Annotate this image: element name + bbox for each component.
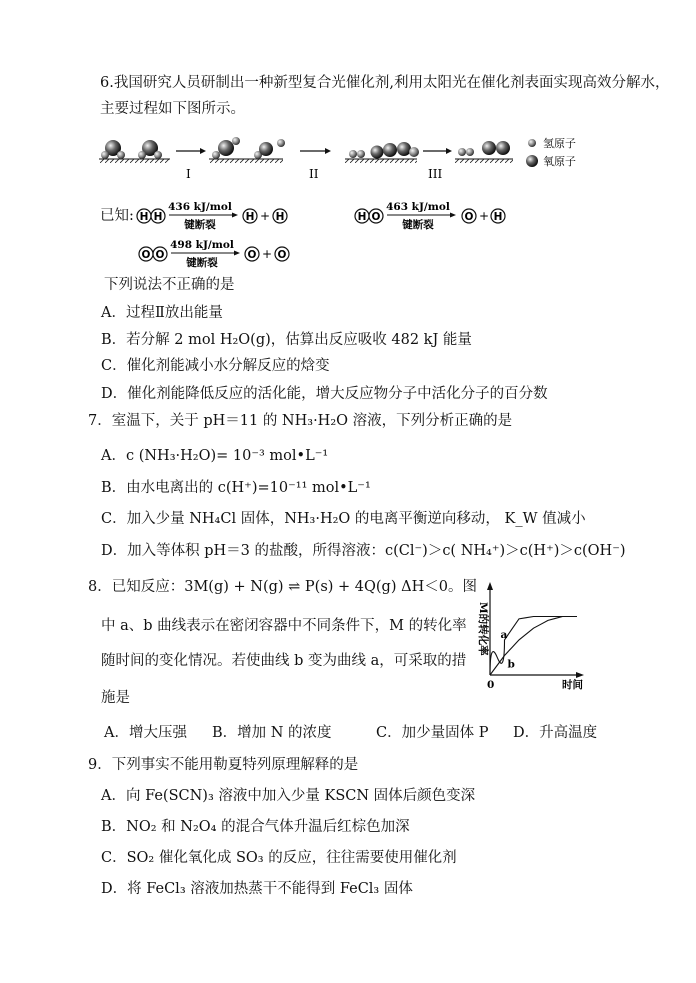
water-splitting-process-diagram [0, 128, 696, 208]
curve-b [490, 617, 577, 676]
stage-label-1: I [186, 167, 191, 181]
q8-stem-line2: 中 a、b 曲线表示在密闭容器中不同条件下，M 的转化率 [101, 618, 467, 634]
q7-option-d: D．加入等体积 pH＝3 的盐酸，所得溶液：c(Cl⁻)＞c( NH₄⁺)＞c(H⁺)＞c(OH⁻) [101, 543, 626, 559]
svg-text:H: H [139, 211, 149, 223]
legend-hydrogen: 氢原子 [543, 137, 576, 150]
svg-text:463 kJ/mol: 463 kJ/mol [386, 201, 450, 213]
bond-energy-equations [0, 200, 696, 270]
svg-text:+: + [478, 209, 490, 223]
svg-text:+: + [261, 247, 273, 261]
svg-text:H: H [493, 211, 503, 223]
svg-text:O: O [277, 249, 287, 261]
q7-stem: 7．室温下，关于 pH＝11 的 NH₃·H₂O 溶液，下列分析正确的是 [88, 413, 513, 429]
svg-text:H: H [245, 211, 255, 223]
catalyst-surface [99, 159, 513, 163]
svg-text:+: + [259, 209, 271, 223]
q6-stem-line1: 6.我国研究人员研制出一种新型复合光催化剂,利用太阳光在催化剂表面实现高效分解水， [100, 75, 670, 91]
stage3-molecules [458, 141, 510, 156]
svg-text:O: O [371, 211, 381, 223]
svg-text:H: H [275, 211, 285, 223]
q8-option-b: B．增加 N 的浓度 [212, 725, 332, 741]
y-axis-label: M的转化率 [477, 602, 489, 656]
svg-text:键断裂: 键断裂 [402, 219, 434, 231]
q6-option-d: D．催化剂能降低反应的活化能，增大反应物分子中活化分子的百分数 [101, 386, 548, 402]
svg-text:O: O [155, 249, 165, 261]
q8-stem-line1: 8．已知反应：3M(g) + N(g) ⇌ P(s) + 4Q(g) ΔH＜0。图 [88, 579, 477, 595]
curve-a [490, 617, 577, 676]
stage-label-3: III [428, 167, 443, 181]
q7-option-b: B．由水电离出的 c(H⁺)=10⁻¹¹ mol•L⁻¹ [101, 480, 371, 496]
q8-option-c: C．加少量固体 P [376, 725, 489, 741]
curve-label-a: a [500, 628, 508, 641]
q8-option-a: A．增大压强 [104, 725, 187, 741]
q6-option-a: A．过程Ⅱ放出能量 [101, 305, 223, 321]
svg-text:H: H [357, 211, 367, 223]
q9-option-d: D．将 FeCl₃ 溶液加热蒸干不能得到 FeCl₃ 固体 [101, 881, 413, 897]
stage-label-2: II [309, 167, 319, 181]
q8-option-d: D．升高温度 [513, 725, 598, 741]
curve-label-b: b [507, 658, 515, 671]
q9-option-b: B．NO₂ 和 N₂O₄ 的混合气体升温后红棕色加深 [101, 819, 410, 835]
stage2-molecules [349, 142, 419, 159]
svg-text:O: O [247, 249, 257, 261]
svg-text:键断裂: 键断裂 [186, 257, 218, 269]
q8-stem-line3: 随时间的变化情况。若使曲线 b 变为曲线 a，可采取的措 [101, 653, 467, 669]
svg-text:436 kJ/mol: 436 kJ/mol [168, 201, 232, 213]
svg-text:498 kJ/mol: 498 kJ/mol [170, 239, 234, 251]
q6-prompt: 下列说法不正确的是 [104, 277, 235, 293]
q9-option-a: A．向 Fe(SCN)₃ 溶液中加入少量 KSCN 固体后颜色变深 [101, 788, 476, 804]
x-axis-label: 时间 [562, 679, 583, 690]
stage0-molecules [101, 140, 162, 159]
q6-option-b: B．若分解 2 mol H₂O(g)，估算出反应吸收 482 kJ 能量 [101, 332, 472, 348]
known-label: 已知: [100, 208, 134, 224]
q6-stem-line2: 主要过程如下图所示。 [100, 101, 245, 117]
svg-text:H: H [153, 211, 163, 223]
svg-text:O: O [141, 249, 151, 261]
svg-text:O: O [464, 211, 474, 223]
oxygen-atom-icon [526, 155, 538, 167]
q7-option-c: C．加入少量 NH₄Cl 固体，NH₃·H₂O 的电离平衡逆向移动， K_W 值减小 [101, 511, 586, 527]
origin-label: 0 [487, 679, 495, 690]
conversion-vs-time-chart [470, 580, 600, 690]
q6-option-c: C．催化剂能减小水分解反应的焓变 [101, 358, 330, 374]
q9-stem: 9．下列事实不能用勒夏特列原理解释的是 [88, 757, 359, 773]
legend-oxygen: 氧原子 [543, 155, 576, 168]
stage1-molecules [212, 137, 285, 159]
svg-text:键断裂: 键断裂 [184, 219, 216, 231]
hydrogen-atom-icon [528, 139, 536, 147]
q8-stem-line4: 施是 [101, 690, 130, 706]
q9-option-c: C．SO₂ 催化氧化成 SO₃ 的反应，往往需要使用催化剂 [101, 850, 457, 866]
q7-option-a: A．c (NH₃·H₂O)= 10⁻³ mol•L⁻¹ [101, 448, 329, 464]
